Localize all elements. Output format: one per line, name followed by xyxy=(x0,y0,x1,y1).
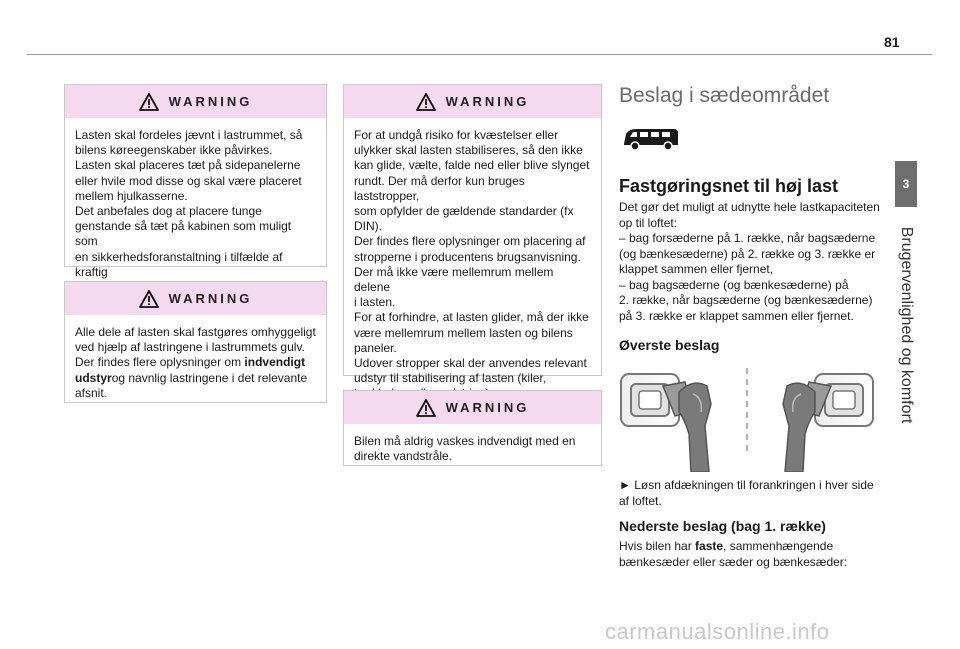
interior-equipment-reference: udstyr xyxy=(75,370,112,385)
warning-line: Der må ikke være mellemrum mellem delene xyxy=(354,264,554,295)
intro-line: (og bænkesæderne) på 2. række og 3. række er xyxy=(619,246,876,261)
warning-body xyxy=(344,424,601,472)
intro-line: på 3. række er klappet sammen eller fjernet. xyxy=(619,308,854,323)
intro-text xyxy=(619,200,891,324)
warning-line: DIN). xyxy=(354,219,382,234)
instruction-line: af loftet. xyxy=(619,493,662,508)
instruction-text xyxy=(619,478,891,509)
warning-box-stabilise-load xyxy=(343,84,602,386)
chapter-title: Brugervenlighed og komfort xyxy=(898,226,915,424)
warning-line: ulykker skal lasten stabiliseres, så den ikke xyxy=(354,143,583,158)
warning-line: Lasten skal placeres tæt på sidepanelerne xyxy=(75,158,301,173)
warning-line: som opfylder de gældende standarder (fx xyxy=(354,204,574,219)
chapter-tab[interactable] xyxy=(895,161,917,207)
lower-text: , sammenhængende xyxy=(723,539,834,553)
watermark: carmanualsonline.info xyxy=(605,619,830,644)
warning-box-load-distribution xyxy=(64,84,327,279)
warning-line: eller hvile mod disse og skal være placeret xyxy=(75,173,302,188)
warning-line: paneler. xyxy=(354,340,397,355)
interior-equipment-reference: indvendigt xyxy=(244,355,306,370)
warning-line xyxy=(75,371,316,386)
section-title: Beslag i sædeområdet xyxy=(619,84,830,107)
warning-line: Lasten skal fordeles jævnt i lastrummet, så xyxy=(75,128,303,142)
van-icon xyxy=(621,124,681,154)
fixed-seats-term: faste xyxy=(695,539,724,553)
warning-line: rundt. Der må derfor kun bruges laststropper, xyxy=(354,173,525,203)
warning-triangle-icon xyxy=(139,290,159,308)
lower-anchorage-text xyxy=(619,539,891,570)
warning-line: genstande så tæt på kabinen som muligt som xyxy=(75,219,292,249)
warning-text: Der findes flere oplysninger om xyxy=(75,355,245,370)
intro-line: – bag forsæderne på 1. række, når bagsæderne xyxy=(619,231,876,245)
warning-line: i lasten. xyxy=(354,295,396,310)
warning-title: WARNING xyxy=(168,291,253,306)
lower-anchorage-heading: Nederste beslag (bag 1. række) xyxy=(619,518,826,534)
intro-line: klappet sammen eller fjernet, xyxy=(619,262,774,276)
warning-line: mellem hjulkasserne. xyxy=(75,188,188,203)
warning-line: ved hjælp af lastringene i lastrummets gulv. xyxy=(75,340,305,355)
warning-line: Det anbefales dog at placere tunge xyxy=(75,204,262,219)
warning-triangle-icon xyxy=(416,93,436,111)
header-divider xyxy=(27,54,932,55)
warning-triangle-icon xyxy=(139,93,159,111)
warning-text: og navnlig lastringene i det relevante xyxy=(111,370,308,385)
intro-line: 2. række, når bagsæderne (og bænkesæderne) xyxy=(619,293,873,307)
warning-line: direkte vandstråle. xyxy=(354,449,453,464)
warning-box-washing xyxy=(343,390,602,466)
warning-line: afsnit. xyxy=(75,385,108,400)
warning-body xyxy=(344,118,601,410)
warning-header xyxy=(65,282,326,315)
page-number: 81 xyxy=(884,34,900,50)
warning-line: Alle dele af lasten skal fastgøres omhyggeligt xyxy=(75,325,316,339)
warning-triangle-icon xyxy=(416,399,436,417)
intro-line: Det gør det muligt at udnytte hele lastkapaciteten xyxy=(619,200,880,214)
intro-line: – bag bagsæderne (og bænkesæderne) på xyxy=(619,277,849,292)
warning-title: WARNING xyxy=(445,94,530,109)
warning-line: en sikkerhedsforanstaltning i tilfælde af kraftig xyxy=(75,249,283,279)
lower-line xyxy=(619,539,891,555)
warning-line: For at undgå risiko for kvæstelser eller xyxy=(354,128,559,142)
warning-line: kan glide, vælte, falde ned eller blive slynget xyxy=(354,158,590,173)
warning-title: WARNING xyxy=(168,94,253,109)
warning-line: udstyr til stabilisering af lasten (kiler, xyxy=(354,371,547,386)
subsection-title: Fastgøringsnet til høj last xyxy=(619,176,839,196)
lower-text: Hvis bilen har xyxy=(619,539,696,553)
warning-body xyxy=(65,315,326,409)
warning-header xyxy=(344,85,601,118)
warning-line: Der findes flere oplysninger om placering af xyxy=(354,234,586,249)
warning-line: være mellemrum mellem lasten og bilens xyxy=(354,325,573,340)
chapter-number: 3 xyxy=(902,177,910,191)
intro-line: op til loftet: xyxy=(619,215,678,230)
upper-anchorage-heading: Øverste beslag xyxy=(619,337,720,353)
warning-line xyxy=(75,355,316,370)
instruction-line: ► Løsn afdækningen til forankringen i hver side xyxy=(619,478,874,492)
warning-title: WARNING xyxy=(445,400,530,415)
warning-line: Udover stropper skal der anvendes relevant xyxy=(354,356,587,371)
warning-body xyxy=(65,118,326,303)
warning-line: For at forhindre, at lasten glider, må der ikke xyxy=(354,310,589,325)
warning-header xyxy=(65,85,326,118)
warning-header xyxy=(344,391,601,424)
warning-box-secure-load xyxy=(64,281,327,403)
warning-line: Bilen må aldrig vaskes indvendigt med en xyxy=(354,434,576,448)
lower-line: bænkesæder eller sæder og bænkesæder: xyxy=(619,554,848,569)
warning-line: bilens køreegenskaber ikke påvirkes. xyxy=(75,143,273,158)
ceiling-anchor-illustration xyxy=(619,364,875,472)
warning-line: stropperne i producentens brugsanvisning. xyxy=(354,249,581,264)
